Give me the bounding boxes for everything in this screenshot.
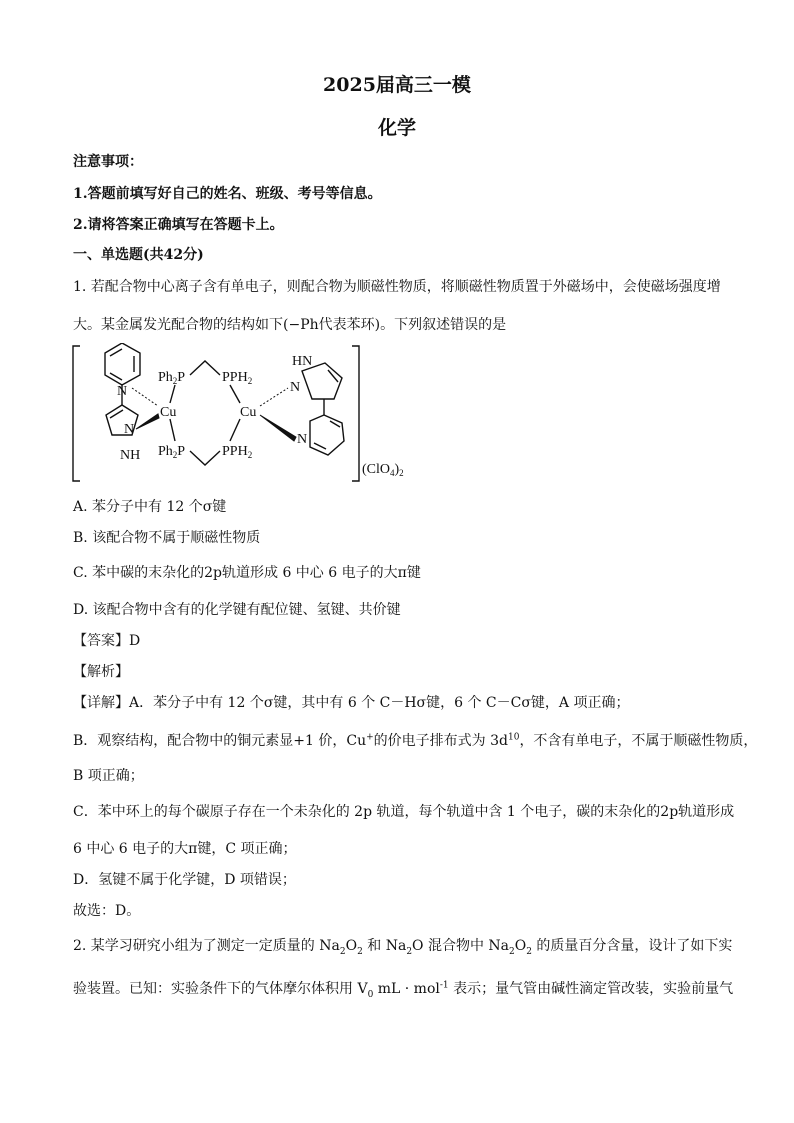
right-top-pph2: $PPH_2$: [222, 370, 253, 386]
detail-b-text-c: ，不含有单电子，不属于顺磁性物质，: [519, 733, 758, 749]
q2-line2-text-a: 验装置。已知：实验条件下的气体摩尔体积用 V: [73, 981, 368, 997]
q1-option-c-text-b: 轨道形成 6 中心 6 电子的大π键: [222, 565, 421, 581]
q2-sub-3: 2: [406, 946, 413, 957]
detail-c-text-b: 轨道形成: [678, 804, 735, 820]
q1-stem-text-a: 大。某金属发光配合物的结构如下(: [73, 317, 289, 333]
detail-d: D．氢键不属于化学键，D 项错误；: [73, 872, 296, 888]
left-pyridine-n: N: [117, 384, 128, 399]
v0-subscript: 0: [367, 989, 374, 1000]
q1-stem-line-2: [73, 314, 506, 334]
q1-option-c-text-a: C. 苯中碳的末杂化的: [73, 565, 205, 581]
right-pyridine-n: N: [297, 432, 308, 447]
right-pyrazole-ring: [302, 363, 342, 399]
q1-option-c-2p: 2p: [204, 565, 222, 581]
notice-item-2: 2.请将答案正确填写在答题卡上。: [73, 217, 284, 233]
q2-sub-4: 2: [509, 946, 515, 957]
right-bottom-pph2: $PPH_2$: [222, 444, 253, 460]
q1-stem-text-b: 代表苯环)。下列叙述错误的是: [318, 317, 507, 333]
q2-text-a: 2. 某学习研究小组为了测定一定质量的 Na: [73, 938, 340, 954]
detail-c-2p: 2p: [660, 804, 679, 820]
detail-c-line-1: [73, 801, 734, 821]
right-bracket: [352, 346, 359, 481]
detail-b-text-b: 的价电子排布式为 3d: [373, 733, 508, 749]
right-cu: Cu: [240, 405, 257, 420]
bottom-ch2-bridge: [190, 451, 220, 465]
left-bracket: [73, 346, 80, 481]
q2-line2-text-b: mL · mol: [373, 981, 440, 997]
q2-line2-text-c: 表示；量气管由碱性滴定管改装，实验前量气: [448, 981, 734, 997]
q1-option-b: B. 该配合物不属于顺磁性物质: [73, 530, 261, 546]
d10-exponent: 10: [507, 732, 520, 743]
left-pyrazole-n: N: [124, 422, 135, 437]
detail-a: [73, 692, 629, 712]
right-pyridine-ring: [310, 415, 344, 455]
detail-c-line-2: 6 中心 6 电子的大π键，C 项正确；: [73, 841, 297, 857]
answer-tag: 【答案】: [73, 633, 129, 649]
answer-value: D: [129, 633, 141, 649]
section-heading: 一、单选题(共42分): [73, 247, 204, 263]
notice-heading: 注意事项：: [73, 154, 143, 170]
q1-option-a: A. 苯分子中有 12 个σ键: [73, 499, 227, 515]
detail-b-line-2: B 项正确；: [73, 768, 144, 784]
detail-c-text-a: C．苯中环上的每个碳原子存在一个未杂化的 2p 轨道，每个轨道中含 1 个电子，碳的末杂化的: [73, 804, 661, 820]
notice-item-1: 1.答题前填写好自己的姓名、班级、考号等信息。: [73, 186, 382, 202]
conclusion: 故选：D。: [73, 903, 141, 919]
complex-structure-diagram: [70, 343, 420, 485]
cu-charge: +: [366, 732, 374, 743]
analysis-tag: 【解析】: [73, 664, 129, 680]
q2-text-c: 和 Na: [362, 938, 407, 954]
left-pyrazole-nh: NH: [120, 448, 141, 463]
detail-tag: 【详解】: [73, 695, 129, 711]
subject-title: 化学: [377, 117, 416, 139]
q2-text-b: O: [345, 938, 358, 954]
detail-b-text-a: B．观察结构，配合物中的铜元素显+1 价，Cu: [73, 733, 367, 749]
left-cu: Cu: [160, 405, 177, 420]
left-top-ph2p: $Ph_2P$: [158, 370, 186, 386]
phenyl-symbol: −Ph: [288, 317, 319, 333]
detail-b-line-1: [73, 730, 757, 750]
q1-stem-line-1: 1. 若配合物中心离子含有单电子，则配合物为顺磁性物质，将顺磁性物质置于外磁场中，会使磁场强度增: [73, 279, 721, 295]
q2-text-f: 的质量百分含量，设计了如下实: [531, 938, 733, 954]
q1-answer: [73, 630, 140, 650]
top-ch2-bridge: [190, 361, 220, 375]
q1-option-c: [73, 562, 421, 582]
detail-a-text: A．苯分子中有 12 个σ键，其中有 6 个 C－Hσ键，6 个 C－Cσ键，A 项正确；: [129, 695, 630, 711]
left-pyridine-ring: [105, 343, 140, 385]
q1-option-d: D. 该配合物中含有的化学键有配位键、氢键、共价键: [73, 602, 401, 618]
right-pyrazole-n: N: [290, 380, 301, 395]
q2-sub-1: 2: [339, 946, 346, 957]
right-pyrazole-hn: HN: [292, 354, 313, 369]
q2-text-e: O: [514, 938, 527, 954]
left-bottom-ph2p: $Ph_2P$: [158, 444, 186, 460]
q2-line-2: [73, 978, 733, 1000]
q2-line-1: [73, 935, 732, 957]
counterion: $(ClO_4)_2$: [362, 462, 404, 478]
exam-title: 2025届高三一模: [323, 74, 471, 96]
q2-text-d: O 混合物中 Na: [412, 938, 510, 954]
mol-exponent: -1: [439, 980, 449, 991]
q2-sub-5: 2: [526, 946, 532, 957]
q2-sub-2: 2: [357, 946, 363, 957]
